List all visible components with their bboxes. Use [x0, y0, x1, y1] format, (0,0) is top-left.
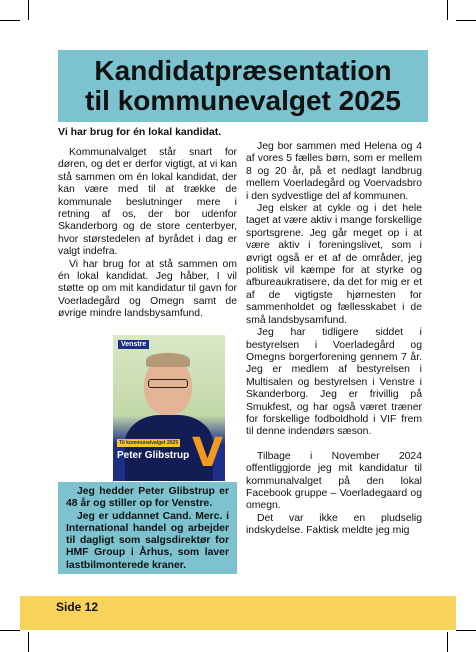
crop-mark [456, 630, 476, 631]
page-title-line1: Kandidatpræsentation [94, 55, 392, 86]
page-footer [20, 596, 456, 630]
crop-mark [447, 0, 448, 20]
crop-mark [456, 20, 476, 21]
left-column [58, 147, 237, 321]
campaign-strip: Til kommunalvalget 2025 [119, 440, 179, 446]
candidate-photo [113, 335, 225, 481]
crop-mark [0, 630, 20, 631]
crop-mark [447, 632, 448, 652]
glasses-icon [148, 379, 188, 388]
portrait-hair [146, 353, 190, 367]
title-banner [58, 50, 428, 122]
paragraph: Jeg elsker at cykle og i det hele taget at være aktiv i mange forskellige sportsgrene. Jeg går meget op i at være aktiv i foreningslivet, som i øvrigt også er et af de områder, jeg politisk vil kæmpe for at styrke og afbureaukratisere, da det for mig er et af de vigtigste hjørnesten for sammenholdet og fællesskabet i de små landsbysamfund. [246, 203, 422, 326]
page-number: Side 12 [56, 600, 99, 614]
paragraph: Kommunalvalget står snart for døren, og det er derfor vigtigt, at vi kan stå sammen om én lokal kandidat, der kan være med til at trække de kommunale beslutninger mere i retning af os, der bor udenfor Skanderborg og de store centerbyer, hvor størstedelen af byrådet i dag er valgt indefra. [58, 147, 237, 258]
page-title-line2: til kommunevalget 2025 [85, 85, 401, 116]
crop-mark [28, 632, 29, 652]
crop-mark [0, 20, 20, 21]
paragraph: Tilbage i November 2024 offentliggjorde jeg mit kandidatur til kommunalvalget på den lokal Facebook gruppe – Voerladegaard og omegn. [246, 450, 422, 512]
paragraph: Det var ikke en pludselig indskydelse. Faktisk meldte jeg mig [246, 512, 422, 537]
crop-mark [28, 0, 29, 20]
caption-line: Jeg er uddannet Cand. Merc. i International handel og arbejder til dagligt som salgsdirektør for HMF Group i Århus, som laver lastbilmonterede kraner. [66, 510, 229, 571]
paragraph: Jeg bor sammen med Helena og 4 af vores 5 fælles børn, som er mellem 8 og 20 år, på et nedlagt landbrug mellem Voerladegård og Voervadsbro i den sydvestlige del af kommunen. [246, 141, 422, 202]
candidate-name: Peter Glibstrup [117, 450, 190, 461]
venstre-v-icon: V [192, 430, 223, 476]
paragraph: Jeg har tidligere siddet i bestyrelsen i Voerladegård og Omegns borgerforening gennem 7 år. Jeg er medlem af bestyrelsen i Multisalen og bestyrelsen i Venstre i Skanderborg. Jeg er frivillig på Smukfest, og har også været træner for forskellige fodboldhold i VIF frem til denne indendørs sæson. [246, 327, 422, 438]
venstre-logo: Venstre [118, 340, 149, 349]
photo-caption [58, 482, 237, 574]
subheading: Vi har brug for én lokal kandidat. [58, 126, 222, 138]
caption-line: Jeg hedder Peter Glibstrup er 48 år og stiller op for Venstre. [66, 486, 229, 510]
right-column [246, 141, 422, 538]
paragraph: Vi har brug for at stå sammen om én lokal kandidat. Jeg håber, I vil støtte op om mit kandidatur til gavn for Voerladegård og Omegn samt de øvrige mindre landsbysamfund. [58, 258, 237, 320]
